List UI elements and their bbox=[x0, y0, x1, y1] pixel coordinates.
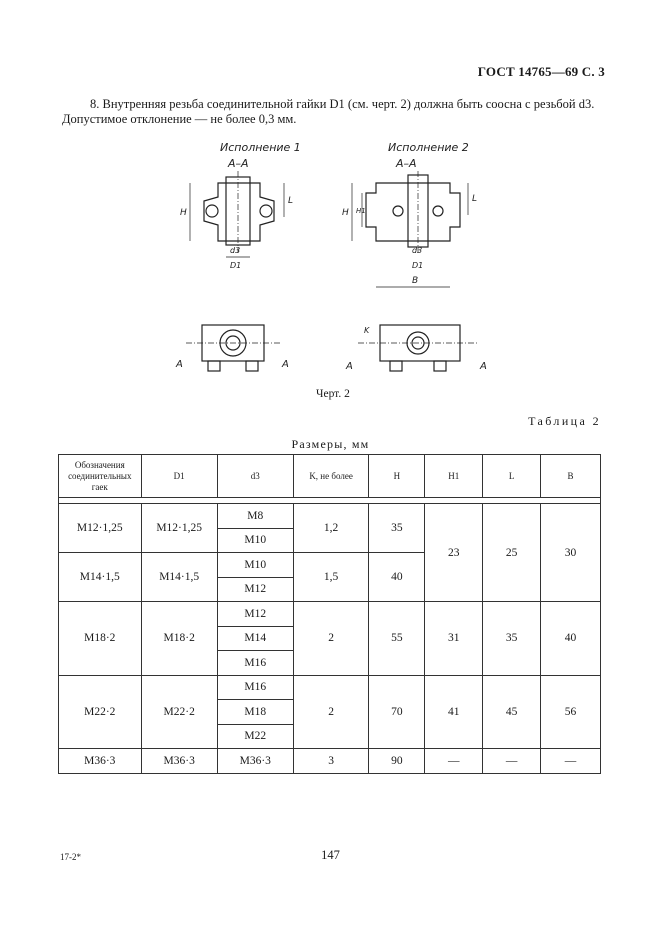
dim-h1-label: H1 bbox=[356, 207, 366, 215]
variant2-section-label: А–А bbox=[396, 157, 417, 170]
technical-drawing bbox=[150, 135, 510, 385]
table-title: Размеры, мм bbox=[291, 437, 370, 451]
page-number: 147 bbox=[321, 848, 340, 862]
table-row: М18·2 М18·2 М12 2 55 31 35 40 bbox=[59, 602, 601, 627]
variant2-title: Исполнение 2 bbox=[388, 141, 469, 154]
col-l: L bbox=[483, 455, 541, 498]
variant2-body bbox=[366, 183, 460, 241]
dim-l-label-2: L bbox=[472, 194, 478, 204]
dim-l-label: L bbox=[288, 196, 294, 206]
page-header: ГОСТ 14765—69 С. 3 bbox=[477, 64, 605, 79]
table-row: М12 bbox=[59, 577, 601, 602]
col-d3: d3 bbox=[217, 455, 293, 498]
table-row: М16 bbox=[59, 651, 601, 676]
paragraph-text: 8. Внутренняя резьба соединительной гайки D1 (см. черт. 2) должна быть соосна с резьбой d3. Допустимое отклонение — не более 0,3 мм. bbox=[62, 97, 595, 126]
dim-d3-label-2: d3 bbox=[412, 246, 423, 255]
variant1-right-hole-icon bbox=[260, 205, 272, 217]
variant1-title: Исполнение 1 bbox=[220, 141, 301, 154]
dim-k-label: K bbox=[364, 326, 370, 335]
figure-caption: Черт. 2 bbox=[316, 388, 350, 400]
variant2-left-hole-icon bbox=[393, 206, 403, 216]
dim-h-label: H bbox=[180, 208, 187, 218]
table-row: М12·1,25 М12·1,25 М8 1,2 35 23 25 30 bbox=[59, 504, 601, 529]
table-row: М22 bbox=[59, 724, 601, 749]
dim-b-label: B bbox=[412, 276, 419, 286]
col-k: K, не более bbox=[293, 455, 369, 498]
dim-d3-label: d3 bbox=[230, 246, 241, 255]
dim-h-label-2: H bbox=[342, 208, 349, 218]
variant2-right-hole-icon bbox=[433, 206, 443, 216]
col-h: H bbox=[369, 455, 425, 498]
table-row: М14·1,5 М14·1,5 М10 1,5 40 bbox=[59, 553, 601, 578]
table-row: М10 bbox=[59, 528, 601, 553]
dim-d1-label: D1 bbox=[230, 261, 242, 270]
footer-left-mark: 17-2* bbox=[60, 852, 81, 862]
section-mark-a-left-2: A bbox=[346, 361, 353, 372]
variant1-body bbox=[204, 183, 274, 241]
section-mark-a-right: A bbox=[282, 359, 289, 370]
table-caption: Таблица 2 bbox=[528, 414, 601, 428]
section-mark-a-left: A bbox=[176, 359, 183, 370]
table-row: М18 bbox=[59, 700, 601, 725]
dimensions-table bbox=[58, 454, 601, 774]
section-mark-a-right-2: A bbox=[480, 361, 487, 372]
col-h1: H1 bbox=[425, 455, 483, 498]
paragraph-8 bbox=[62, 97, 612, 127]
dim-d1-label-2: D1 bbox=[412, 261, 424, 270]
variant1-section-label: А–А bbox=[228, 157, 249, 170]
col-designation: Обозначения соединительных гаек bbox=[59, 455, 142, 498]
table-row: М22·2 М22·2 М16 2 70 41 45 56 bbox=[59, 675, 601, 700]
col-b: B bbox=[541, 455, 601, 498]
col-d1: D1 bbox=[141, 455, 217, 498]
table-row: М14 bbox=[59, 626, 601, 651]
table-row: М36·3 М36·3 М36·3 3 90 — — — bbox=[59, 749, 601, 774]
variant1-left-hole-icon bbox=[206, 205, 218, 217]
table-header-row bbox=[59, 455, 601, 498]
